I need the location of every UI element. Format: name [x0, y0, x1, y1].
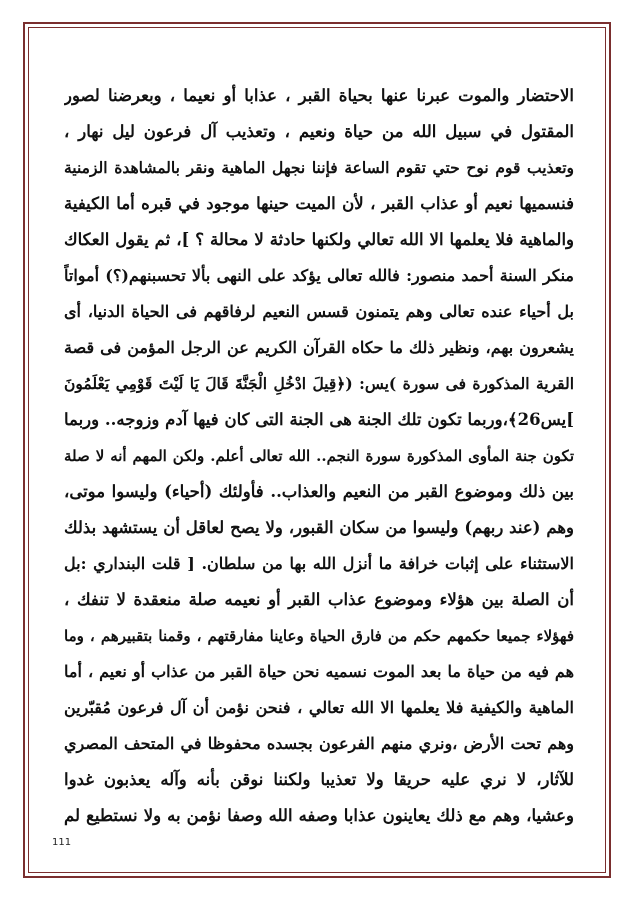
text-line: المقتول في سبيل الله من حياة ونعيم ، وتعذيب آل فرعون ليل نهار ، — [64, 122, 574, 141]
text-line: تكون جنة المأوى المذكورة سورة النجم.. الله تعالى أعلم. ولكن المهم أنه لا صلة — [64, 447, 574, 465]
text-line: أن الصلة بين هؤلاء وموضوع عذاب القبر أو نعيمه صلة منعقدة لا تنفك ، — [64, 590, 574, 609]
text-line: فنسميها نعيم أو عذاب القبر ، لأن الميت حينها موجود في قبره أما الكيفية — [64, 194, 574, 213]
document-body — [64, 78, 574, 834]
text-line: الاستثناء على إثبات خرافة ما أنزل الله بها من سلطان. [ قلت البنداري :بل — [64, 554, 574, 573]
text-line: فهؤلاء جميعا حكمهم حكم من فارق الحياة وعاينا مفارقتهم ، وقمنا بتقبيرهم ، وما — [64, 627, 574, 645]
text-line: للآثار، لا نري عليه حريقا ولا تعذيبا ولكننا نوقن بأنه وآله يعذبون غدوا — [64, 770, 574, 789]
text-line: منكر السنة أحمد منصور: فالله تعالى يؤكد على النهى بألا تحسبنهم(؟) أمواتاً — [64, 266, 574, 285]
text-line: هم فيه من حياة ما بعد الموت نسميه نحن حياة القبر من عذاب أو نعيم ، أما — [64, 662, 574, 681]
text-line: بين ذلك وموضوع القبر من النعيم والعذاب.. فأولئك (أحياء) وليسوا موتى، — [64, 482, 574, 501]
text-line: وهم (عند ربهم) وليسوا من سكان القبور، ولا يصح لعاقل أن يستشهد بذلك — [64, 518, 574, 537]
page-number: 111 — [52, 837, 72, 848]
text-line: يشعرون بهم، ونظير ذلك ما حكاه القرآن الكريم عن الرجل المؤمن فى قصة — [64, 338, 574, 357]
text-line: بل أحياء عنده تعالى وهم يتمنون قسس النعيم لرفاقهم فى الحياة الدنيا، أى — [64, 302, 574, 321]
text-line: الماهية والكيفية فلا يعلمها الا الله تعالي ، فنحن نؤمن أن آل فرعون مُقبّرين — [64, 698, 574, 717]
text-line: القرية المذكورة فى سورة )يس: (﴿قِيلَ ادْخُلِ الْجَنَّةَ قَالَ يَا لَيْتَ قَوْمِي يَعْلَمُونَ — [64, 374, 574, 393]
text-line: وتعذيب قوم نوح حتي تقوم الساعة فإننا نجهل الماهية ونقر بالمشاهدة الزمنية — [64, 158, 574, 177]
text-line: الاحتضار والموت عبرنا عنها بحياة القبر ، عذابا أو نعيما ، وبعرضنا لصور — [64, 86, 574, 105]
text-line: ]يس26﴾،وربما تكون تلك الجنة هى الجنة التى كان فيها آدم وزوجه.. وربما — [64, 410, 574, 429]
text-line: والماهية فلا يعلمها الا الله تعالي ولكنها حادثة لا محالة ؟ ]، ثم يقول العكاك — [64, 230, 574, 249]
text-line: وهم تحت الأرض ،ونري منهم الفرعون بجسده محفوظا في المتحف المصري — [64, 734, 574, 753]
text-line: وعشيا، وهم مع ذلك يعاينون عذابا وصفه الله وصفا نؤمن به ولا نستطيع لم — [64, 806, 574, 825]
